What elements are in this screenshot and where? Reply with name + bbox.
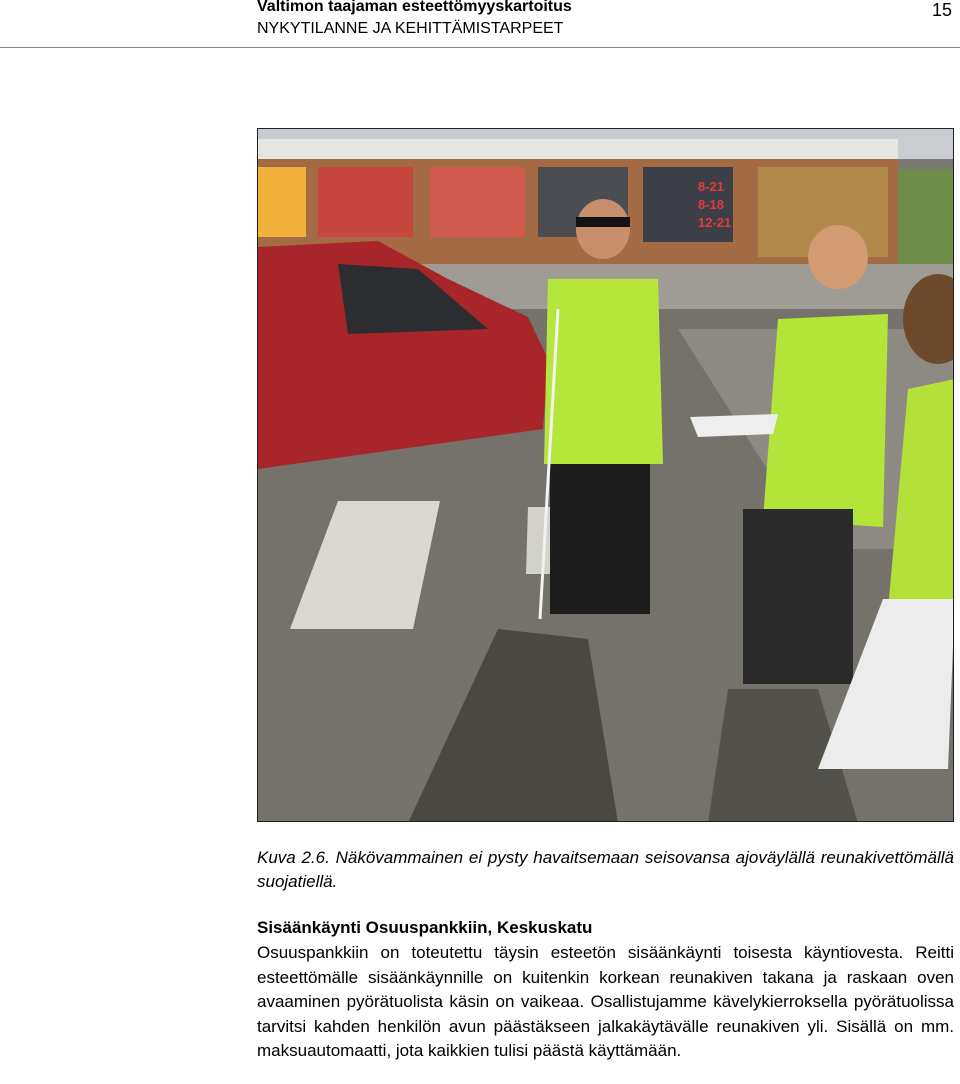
opening-hours-line-2: 8-18: [698, 197, 725, 212]
person1-trousers: [550, 464, 650, 614]
document-title: Valtimon taajaman esteettömyyskartoitus: [257, 0, 572, 15]
person2-head: [808, 225, 868, 289]
photo-crosswalk: [257, 128, 954, 822]
person1-head: [576, 199, 630, 259]
store-window-2: [430, 167, 525, 237]
store-canopy: [258, 139, 898, 161]
trees: [898, 169, 954, 269]
section-heading: Sisäänkäynti Osuuspankkiin, Keskuskatu: [257, 918, 593, 937]
photo-illustration: [258, 129, 954, 822]
figure-caption: Kuva 2.6. Näkövammainen ei pysty havaitsemaan seisovansa ajoväylällä reunakivettömällä suojatiellä.: [257, 848, 954, 891]
person2-safety-vest: [763, 314, 888, 527]
page-number: 15: [931, 0, 952, 20]
section-body-text: Osuuspankkiin on toteutettu täysin esteetön sisäänkäynti toisesta käyntiovesta. Reitti esteettömälle sisäänkäynnille on kuitenkin korkean reunakiven takana ja raskaan oven avaaminen pyörätuolista käsin on vaikeaa. Osallistujamme kävelykierroksella pyörätuolissa tarvitsi kahden henkilön avun päästäkseen jalkakäytävälle reunakiven yli. Sisällä on mm. maksuautomaatti, jota kaikkien tulisi päästä käyttämään.: [257, 943, 954, 1060]
person1-safety-vest: [544, 279, 663, 464]
person2-trousers: [743, 509, 853, 684]
store-window-left: [258, 167, 306, 237]
header-divider: [0, 47, 960, 48]
store-window-1: [318, 167, 413, 237]
document-subtitle: NYKYTILANNE JA KEHITTÄMISTARPEET: [257, 20, 564, 37]
opening-hours-line-3: 12-21: [698, 215, 732, 230]
person1-sunglasses: [576, 217, 630, 227]
opening-hours-line-1: 8-21: [698, 179, 725, 194]
clipboard-paper: [690, 414, 778, 437]
